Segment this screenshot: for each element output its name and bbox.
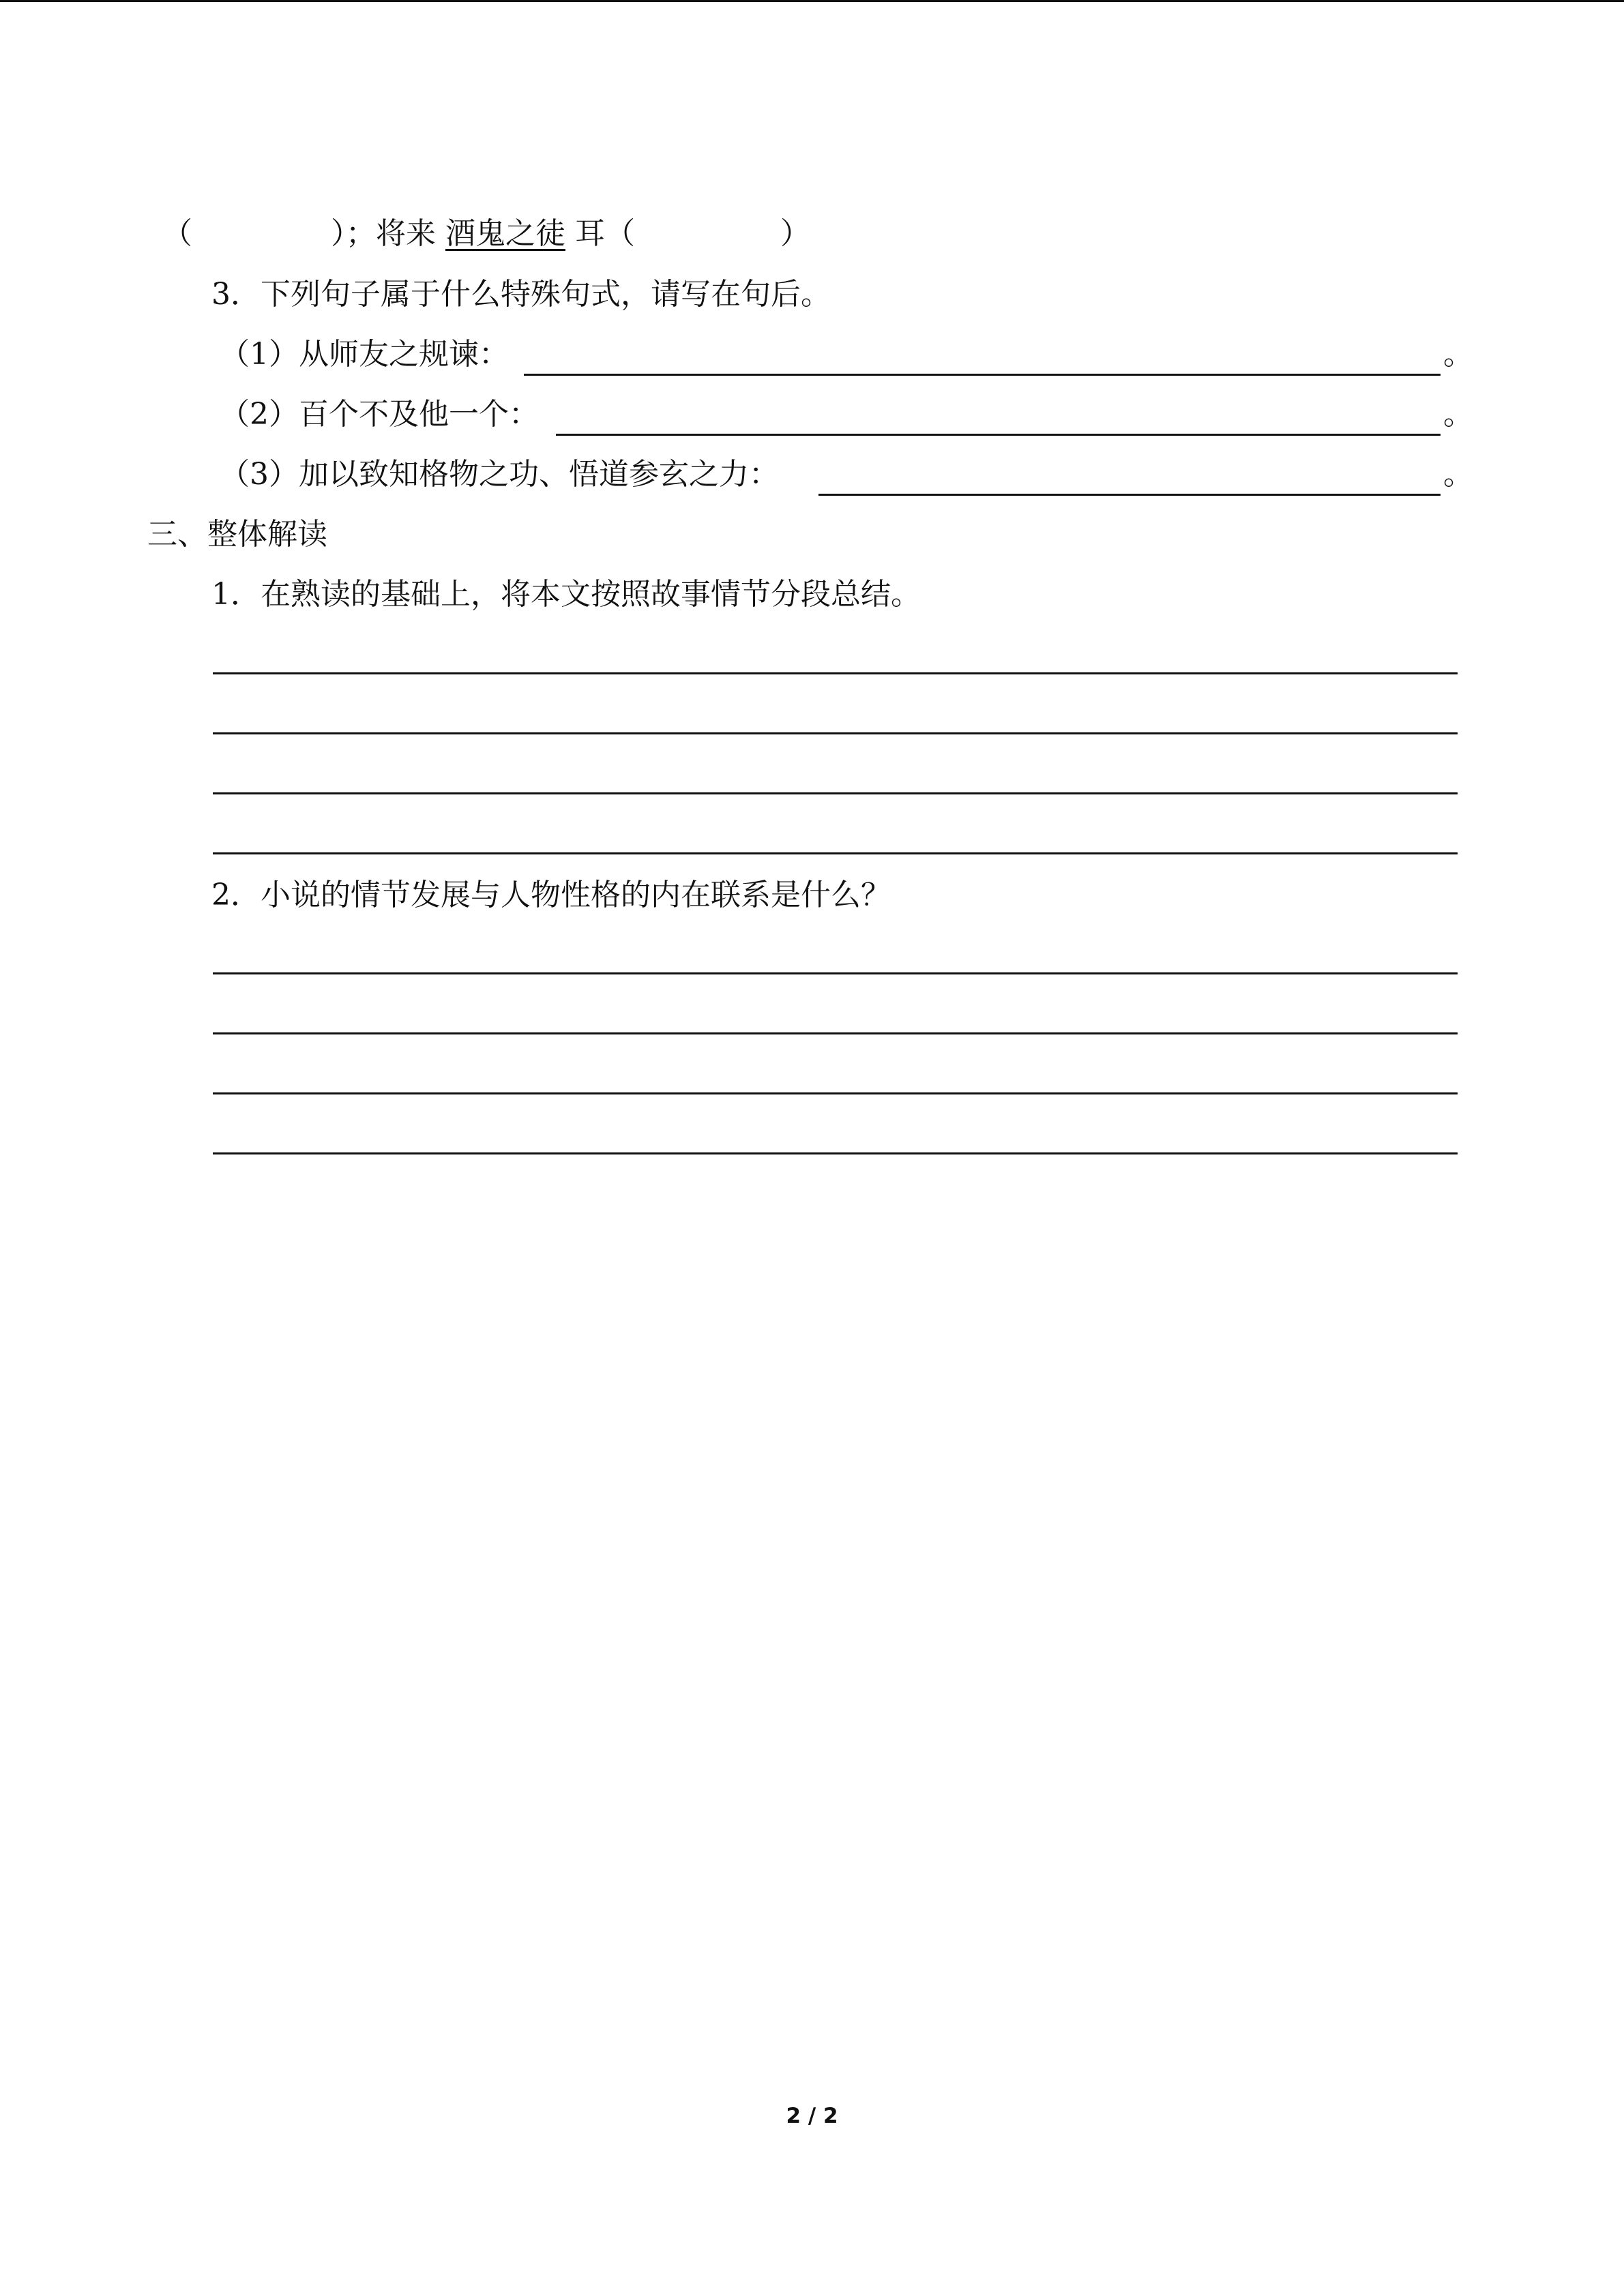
open-paren: （ bbox=[162, 216, 192, 251]
answer-line-s3-q1-3[interactable] bbox=[213, 792, 1458, 794]
question-3-item-3-label: （3）加以致知格物之功、悟道参玄之力： bbox=[220, 457, 779, 492]
question-3-item-1-label: （1）从师友之规谏： bbox=[220, 337, 509, 372]
fill-blank-line-fragment bbox=[162, 213, 810, 254]
question-3-title: 3．下列句子属于什么特殊句式，请写在句后。 bbox=[211, 277, 831, 312]
final-paren: ） bbox=[780, 216, 810, 251]
after-underline-text: 耳（ bbox=[575, 216, 635, 251]
question-3-item-1-end: 。 bbox=[1443, 337, 1473, 372]
section-3-question-1: 1．在熟读的基础上，将本文按照故事情节分段总结。 bbox=[211, 577, 921, 612]
answer-line-q3-item-1[interactable] bbox=[524, 374, 1441, 376]
section-3-question-2: 2．小说的情节发展与人物性格的内在联系是什么？ bbox=[211, 878, 891, 912]
close-paren-text: ）；将来 bbox=[331, 216, 436, 251]
answer-line-q3-item-3[interactable] bbox=[818, 494, 1441, 496]
answer-line-s3-q1-2[interactable] bbox=[213, 732, 1458, 734]
answer-line-s3-q2-3[interactable] bbox=[213, 1092, 1458, 1094]
answer-line-s3-q1-4[interactable] bbox=[213, 852, 1458, 854]
section-3-title: 三、整体解读 bbox=[147, 517, 327, 552]
answer-line-s3-q1-1[interactable] bbox=[213, 672, 1458, 674]
answer-line-s3-q2-2[interactable] bbox=[213, 1032, 1458, 1034]
question-3-item-3-end: 。 bbox=[1443, 457, 1473, 492]
question-3-item-2-label: （2）百个不及他一个： bbox=[220, 397, 539, 432]
question-3-item-2-end: 。 bbox=[1443, 397, 1473, 432]
underlined-phrase: 酒鬼之徒 bbox=[445, 216, 565, 251]
answer-line-s3-q2-1[interactable] bbox=[213, 972, 1458, 974]
answer-line-q3-item-2[interactable] bbox=[556, 434, 1441, 436]
answer-line-s3-q2-4[interactable] bbox=[213, 1152, 1458, 1154]
page-top-border bbox=[0, 0, 1624, 2]
page-number: 2 / 2 bbox=[786, 2104, 838, 2128]
